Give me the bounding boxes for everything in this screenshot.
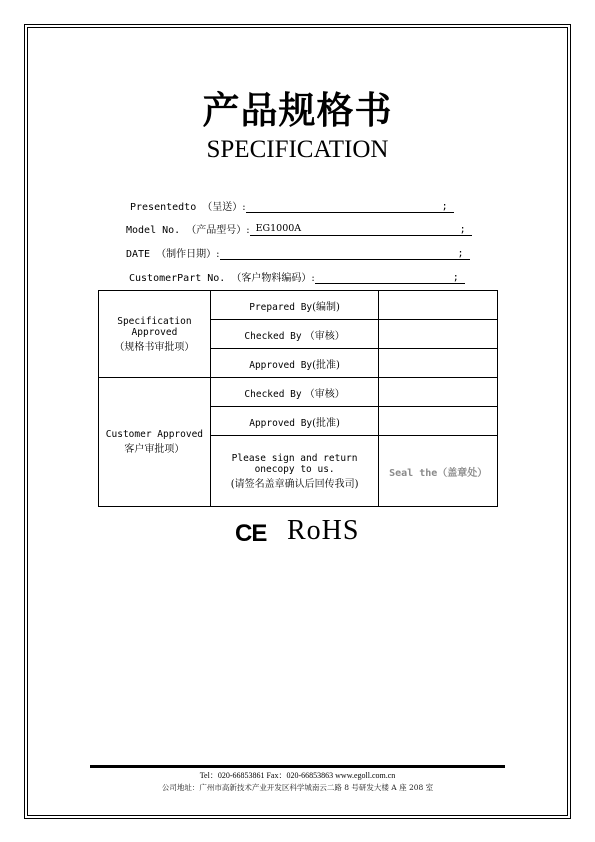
document-title-cn: 产品规格书 <box>202 89 393 132</box>
model-no-input[interactable]: EG1000A ; <box>250 223 472 236</box>
date-field <box>126 245 470 260</box>
approval-table <box>98 290 498 507</box>
document-title-en: SPECIFICATION <box>206 136 389 163</box>
customer-approved-by-label: Approved By(批准) <box>210 407 379 436</box>
prepared-by-signature-cell[interactable] <box>379 291 498 320</box>
seal-area[interactable]: Seal the（盖章处） <box>379 436 498 507</box>
approved-by-label: Approved By(批准) <box>210 349 379 378</box>
customer-approved-header: Customer Approved 客户审批项） <box>99 378 211 507</box>
checked-by-signature-cell[interactable] <box>379 320 498 349</box>
checked-by-label: Checked By （审核） <box>210 320 379 349</box>
footer-divider <box>90 765 505 768</box>
prepared-by-label: Prepared By(编制) <box>210 291 379 320</box>
model-no-field <box>126 221 472 236</box>
model-no-label: Model No. （产品型号）: <box>126 225 250 236</box>
approved-by-signature-cell[interactable] <box>379 349 498 378</box>
footer-address: 公司地址：广州市高新技术产业开发区科学城南云二路 8 号研发大楼 A 座 208 室 <box>161 783 434 792</box>
please-sign-instructions: Please sign and return onecopy to us. (请签名盖章确认后回传我司) <box>210 436 379 507</box>
presented-to-field <box>130 198 454 213</box>
presented-to-label: Presentedto （呈送）: <box>130 202 246 213</box>
customer-part-no-input[interactable]: ; <box>315 271 465 284</box>
ce-mark-logo: CE <box>235 520 267 547</box>
customer-part-no-field <box>129 269 465 284</box>
date-label: DATE （制作日期）: <box>126 249 220 260</box>
rohs-logo: RoHS <box>287 515 360 546</box>
footer-contact: Tel：020-66853861 Fax：020-66853863 www.egoll.com.cn <box>199 771 396 780</box>
customer-approved-by-signature-cell[interactable] <box>379 407 498 436</box>
date-input[interactable]: ; <box>220 247 470 260</box>
customer-part-no-label: CustomerPart No. （客户物料编码）: <box>129 273 315 284</box>
customer-checked-by-label: Checked By （审核） <box>210 378 379 407</box>
customer-checked-by-signature-cell[interactable] <box>379 378 498 407</box>
presented-to-input[interactable]: ; <box>246 200 454 213</box>
spec-approved-header: Specification Approved （规格书审批项） <box>99 291 211 378</box>
